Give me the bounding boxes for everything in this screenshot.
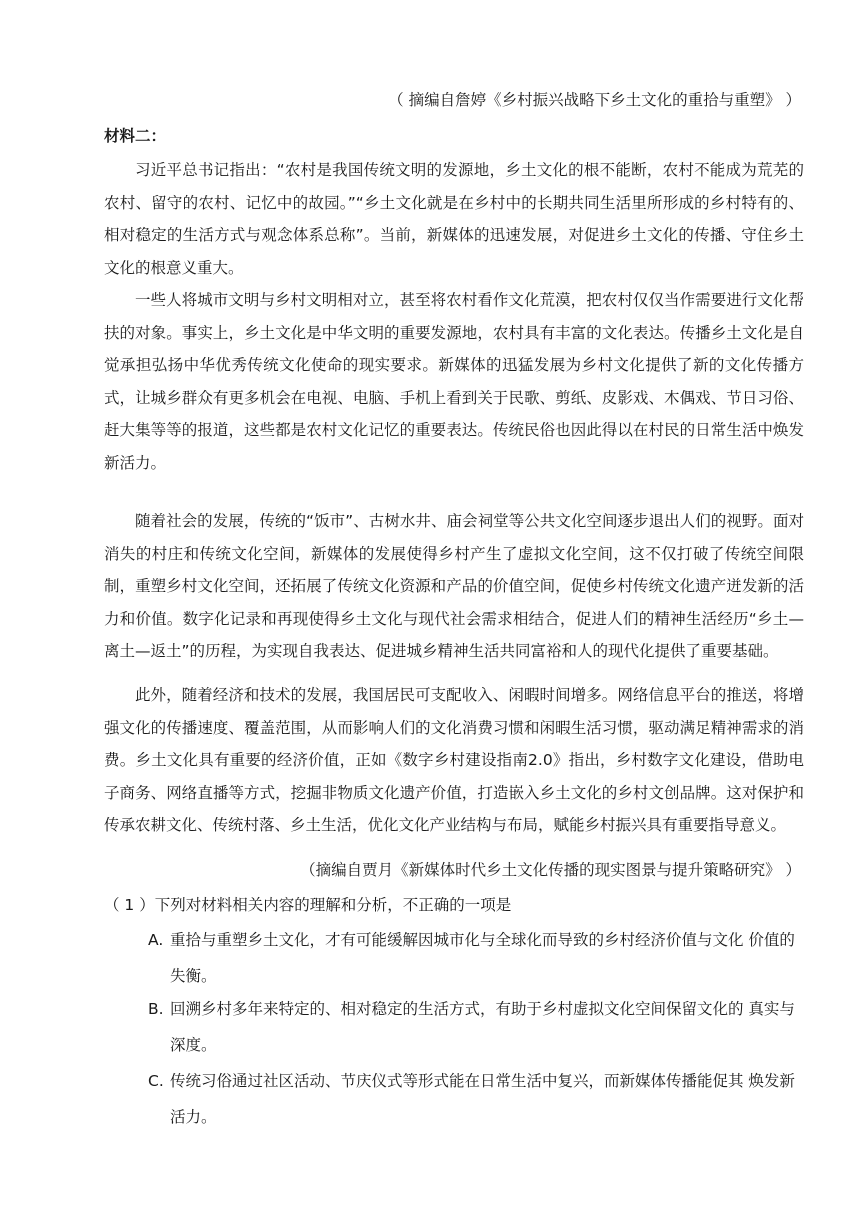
option-text: 传统习俗通过社区活动、节庆仪式等形式能在日常生活中复兴，而新媒体传播能促其 焕发新: [170, 1072, 795, 1090]
option-letter: B.: [148, 1000, 164, 1018]
option-text: 回溯乡村多年来特定的、相对稳定的生活方式，有助于乡村虚拟文化空间保留文化的 真实与: [170, 1000, 795, 1018]
option-c[interactable]: [148, 1063, 804, 1135]
option-text: 重拾与重塑乡土文化，才有可能缓解因城市化与全球化而导致的乡村经济价值与文化 价值的: [170, 931, 795, 949]
option-letter: A.: [148, 931, 164, 949]
paragraph-3: 随着社会的发展，传统的“饭市”、古树水井、庙会祠堂等公共文化空间逐步退出人们的视野。面对消失的村庄和传统文化空间，新媒体的发展使得乡村产生了虚拟文化空间，这不仅打破了传统空间限制，重塑乡村文化空间，还拓展了传统文化资源和产品的价值空间，促使乡村传统文化遗产迸发新的活力和价值。数字化记录和再现使得乡土文化与现代社会需求相结合，促进人们的精神生活经历“乡土—离土—返土”的历程，为实现自我表达、促进城乡精神生活共同富裕和人的现代化提供了重要基础。: [104, 512, 804, 660]
option-text-continued: 活力。: [170, 1108, 217, 1126]
material-heading: 材料二：: [104, 127, 167, 145]
source-citation-2: （摘编自贾月《新媒体时代乡土文化传播的现实图景与提升策略研究》 ）: [300, 861, 801, 879]
option-text-continued: 失衡。: [170, 967, 217, 985]
option-text-continued: 深度。: [170, 1036, 217, 1054]
paragraph-1: 习近平总书记指出：“农村是我国传统文明的发源地，乡土文化的根不能断，农村不能成为荒芜的农村、留守的农村、记忆中的故园。”“乡土文化就是在乡村中的长期共同生活里所形成的乡村特有的、相对稳定的生活方式与观念体系总称”。当前，新媒体的迅速发展，对促进乡土文化的传播、守住乡土文化的根意义重大。: [104, 161, 804, 277]
paragraph-2: 一些人将城市文明与乡村文明相对立，甚至将农村看作文化荒漠，把农村仅仅当作需要进行文化帮扶的对象。事实上，乡土文化是中华文明的重要发源地，农村具有丰富的文化表达。传播乡土文化是自觉承担弘扬中华优秀传统文化使命的现实要求。新媒体的迅猛发展为乡村文化提供了新的文化传播方式，让城乡群众有更多机会在电视、电脑、手机上看到关于民歌、剪纸、皮影戏、木偶戏、节日习俗、赶大集等等的报道，这些都是农村文化记忆的重要表达。传统民俗也因此得以在村民的日常生活中焕发新活力。: [104, 291, 804, 472]
option-letter: C.: [148, 1072, 164, 1090]
option-a[interactable]: [148, 922, 804, 994]
source-citation-1: （ 摘编自詹婷《乡村振兴战略下乡土文化的重拾与重塑》 ）: [388, 91, 801, 109]
paragraph-4: 此外，随着经济和技术的发展，我国居民可支配收入、闲暇时间增多。网络信息平台的推送，将增强文化的传播速度、覆盖范围，从而影响人们的文化消费习惯和闲暇生活习惯，驱动满足精神需求的消费。乡土文化具有重要的经济价值，正如《数字乡村建设指南2.0》指出，乡村数字文化建设，借助电子商务、网络直播等方式，挖掘非物质文化遗产价值，打造嵌入乡土文化的乡村文创品牌。这对保护和传承农耕文化、传统村落、乡土生活，优化文化产业结构与布局，赋能乡村振兴具有重要指导意义。: [104, 686, 804, 834]
option-b[interactable]: [148, 991, 804, 1063]
question-stem: （ 1 ）下列对材料相关内容的理解和分析，不正确的一项是: [104, 896, 512, 914]
